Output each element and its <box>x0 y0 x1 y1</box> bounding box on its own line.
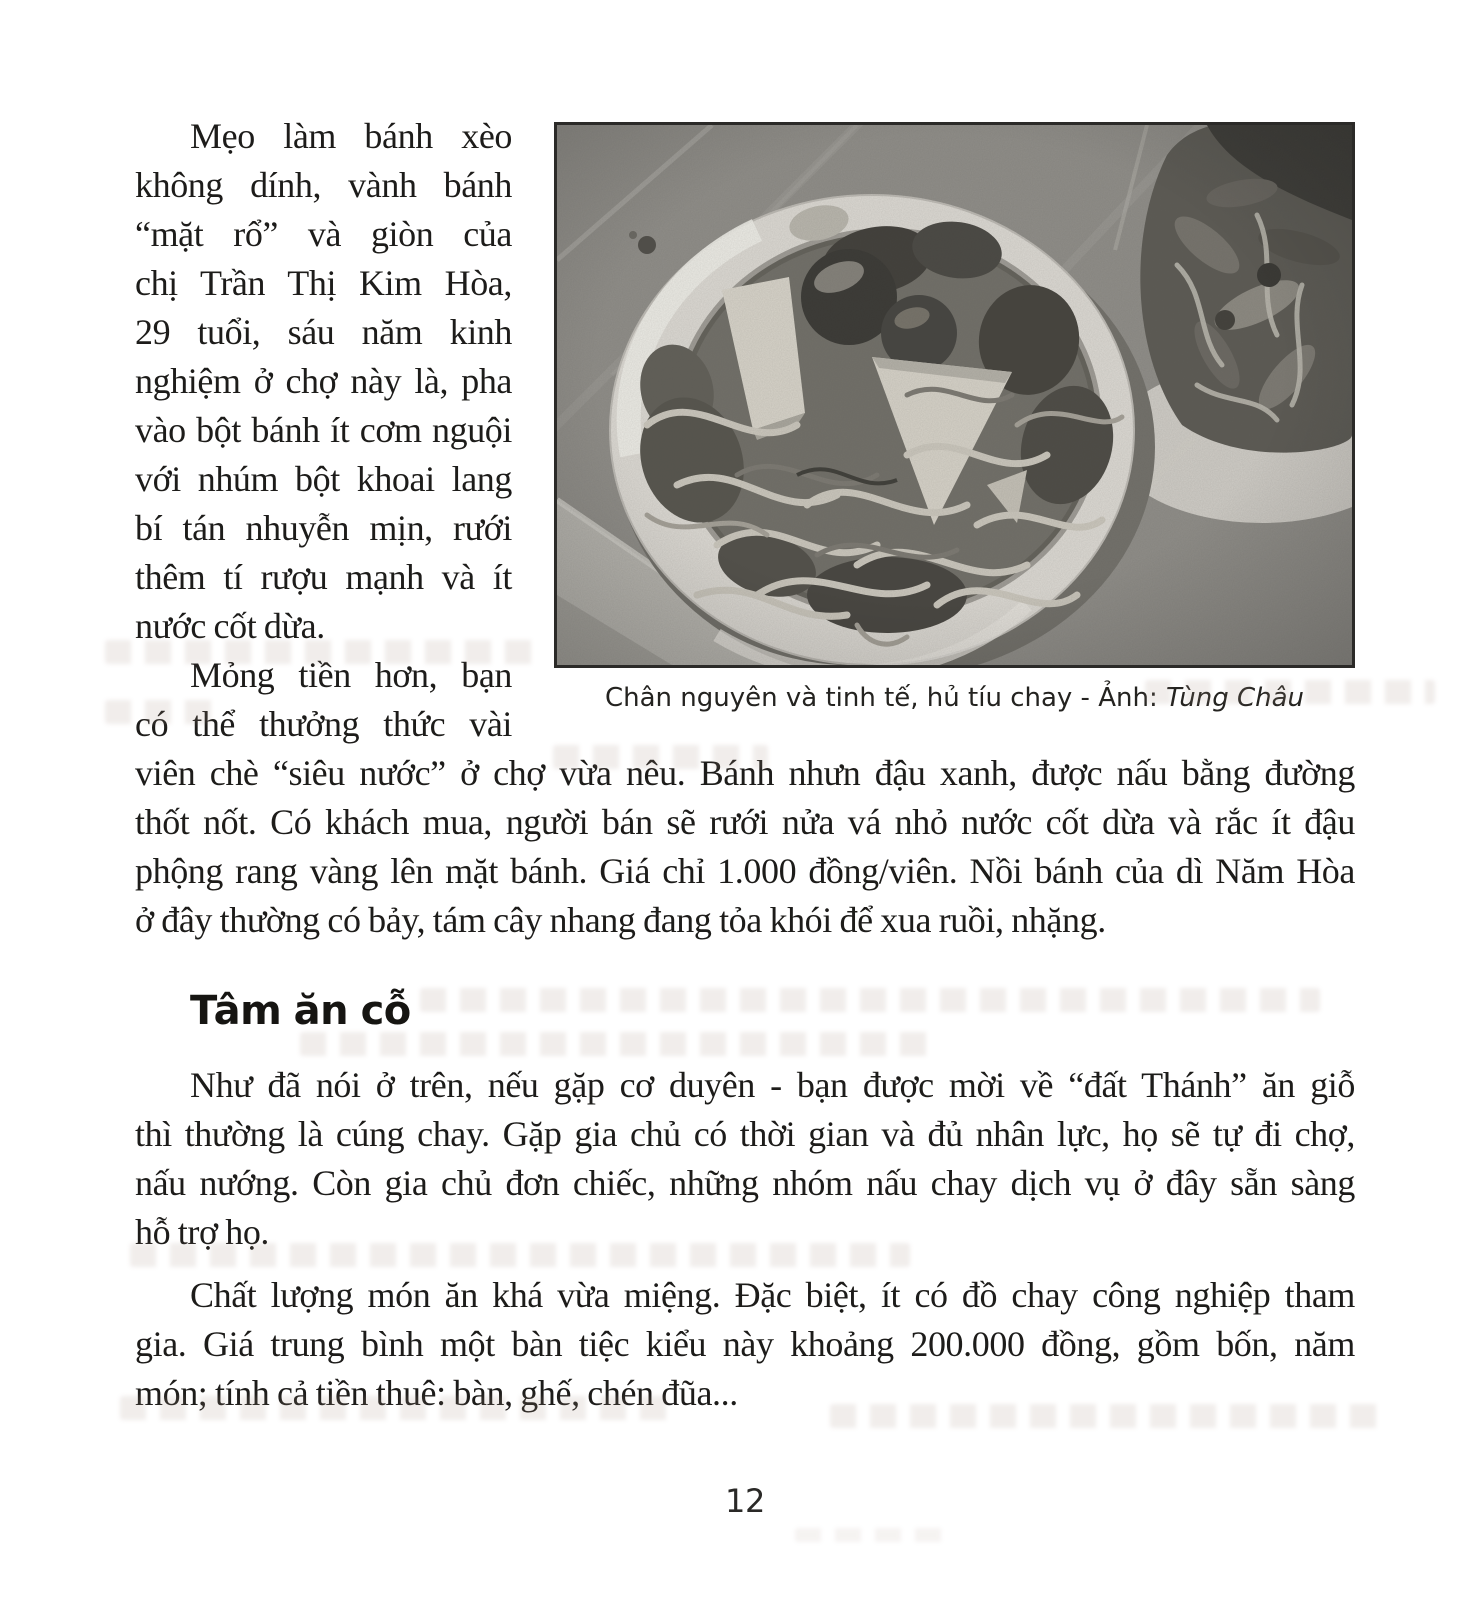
text-line: Mẹo làm bánh xèo <box>190 116 512 156</box>
text-line: bí tán nhuyễn mịn, rưới <box>135 508 512 548</box>
text-line: không dính, vành bánh <box>135 165 512 205</box>
text-line: viên chè “siêu nước” ở chợ vừa nêu. Bánh nhưn đậu xanh, được nấu bằng đường <box>135 753 1355 793</box>
text-line: có thể thưởng thức vài <box>135 704 512 744</box>
text-line: món; tính cả tiền thuê: bàn, ghế, chén đũa... <box>135 1373 738 1413</box>
text-line: ở đây thường có bảy, tám cây nhang đang tỏa khói để xua ruồi, nhặng. <box>135 900 1106 940</box>
text-line: thốt nốt. Có khách mua, người bán sẽ rưới nửa vá nhỏ nước cốt dừa và rắc ít đậu <box>135 802 1355 842</box>
text-line: vào bột bánh ít cơm nguội <box>135 410 512 450</box>
text-line: hỗ trợ họ. <box>135 1212 270 1252</box>
text-line: nghiệm ở chợ này là, pha <box>135 361 512 401</box>
text-line: chị Trần Thị Kim Hòa, <box>135 263 512 303</box>
paragraph-tam-an-co-2 <box>135 1271 1355 1418</box>
text-line: thêm tí rượu mạnh và ít <box>135 557 512 597</box>
section-heading: Tâm ăn cỗ <box>190 988 411 1034</box>
text-line: gia. Giá trung bình một bàn tiệc kiểu này khoảng 200.000 đồng, gồm bốn, năm <box>135 1324 1355 1364</box>
text-line: phộng rang vàng lên mặt bánh. Giá chỉ 1.000 đồng/viên. Nồi bánh của dì Năm Hòa <box>135 851 1355 891</box>
text-line: nước cốt dừa. <box>135 606 325 646</box>
paragraph-tam-an-co-1 <box>135 1061 1355 1257</box>
page-number: 12 <box>725 1482 765 1520</box>
dish-photo <box>554 122 1355 668</box>
dish-photo-image <box>557 125 1352 665</box>
text-line: 29 tuổi, sáu năm kinh <box>135 312 512 352</box>
text-line: thì thường là cúng chay. Gặp gia chủ có thời gian và đủ nhân lực, họ sẽ tự đi chợ, <box>135 1114 1355 1154</box>
text-line: Chất lượng món ăn khá vừa miệng. Đặc biệt, ít có đồ chay công nghiệp tham <box>190 1275 1355 1315</box>
caption-credit: Tùng Châu <box>1165 683 1305 713</box>
text-line: nấu nướng. Còn gia chủ đơn chiếc, những nhóm nấu chay dịch vụ ở đây sẵn sàng <box>135 1163 1355 1203</box>
dish-photo-figure <box>554 122 1355 716</box>
text-line: với nhúm bột khoai lang <box>135 459 512 499</box>
text-line: “mặt rổ” và giòn của <box>135 214 512 254</box>
caption-text: Chân nguyên và tinh tế, hủ tíu chay - Ảnh: <box>604 683 1166 713</box>
text-line: Mỏng tiền hơn, bạn <box>190 655 512 695</box>
article-body <box>135 112 1355 1522</box>
text-line: Như đã nói ở trên, nếu gặp cơ duyên - bạn được mời về “đất Thánh” ăn giỗ <box>190 1065 1355 1105</box>
photo-caption <box>554 680 1355 716</box>
bleed-through-smudge <box>795 1528 955 1542</box>
